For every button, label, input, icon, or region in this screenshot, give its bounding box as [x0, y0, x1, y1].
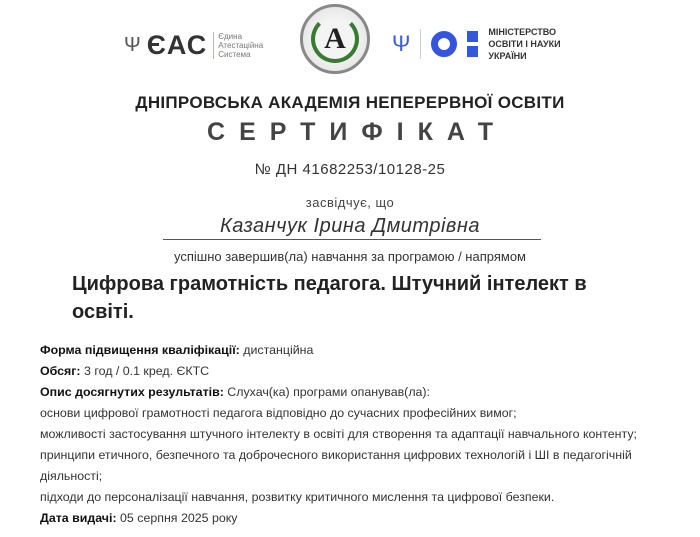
results-label: Опис досягнутих результатів:	[40, 385, 224, 399]
form-value: дистанційна	[243, 343, 314, 357]
volume-label: Обсяг:	[40, 364, 81, 378]
recipient-name: Казанчук Ірина Дмитрівна	[220, 215, 480, 237]
result-item: підходи до персоналізації навчання, розвитку критичного мислення та цифрової безпеки.	[40, 490, 555, 504]
ministry-logo	[392, 26, 561, 62]
date-row	[40, 508, 670, 529]
eas-line: Єдина	[218, 32, 243, 41]
eas-abbr: ЄАС	[146, 30, 208, 60]
ministry-line: МІНІСТЕРСТВО	[488, 27, 556, 37]
completed-text: успішно завершив(ла) навчання за програмою / напрямом	[173, 249, 526, 264]
form-label: Форма підвищення кваліфікації:	[40, 343, 240, 357]
seal-letter: А	[324, 22, 346, 55]
program-title: Цифрова грамотність педагога. Штучний інтелект в освіті.	[72, 273, 587, 323]
academy-seal	[300, 4, 370, 74]
eas-line: Атестаційна	[218, 41, 264, 50]
eas-line: Система	[218, 50, 251, 59]
ministry-line: ОСВІТИ І НАУКИ	[488, 39, 561, 49]
academy-name: ДНІПРОВСЬКА АКАДЕМІЯ НЕПЕРЕРВНОЇ ОСВІТИ	[135, 93, 565, 112]
squares-icon	[467, 31, 478, 57]
form-row	[40, 340, 670, 361]
certificate-number: № ДН 41682253/10128-25	[254, 161, 446, 178]
divider	[420, 29, 421, 59]
eas-caption	[213, 32, 263, 59]
trident-icon: Ψ	[392, 31, 411, 56]
result-item: принципи етичного, безпечного та доброчесного використання цифрових технологій і ШІ в педагогічній діяльності;	[40, 448, 632, 483]
wreath-icon	[311, 15, 359, 63]
result-item: основи цифрової грамотності педагога відповідно до сучасних професійних вимог;	[40, 406, 517, 420]
certificate-details	[40, 340, 670, 529]
date-label: Дата видачі:	[40, 511, 117, 525]
results-row	[40, 382, 670, 403]
ring-icon	[431, 31, 457, 57]
trident-icon: Ψ	[124, 34, 141, 56]
certifies-text: засвідчує, що	[305, 195, 395, 210]
volume-row	[40, 361, 670, 382]
name-underline	[163, 239, 541, 240]
date-value: 05 серпня 2025 року	[120, 511, 238, 525]
volume-value: 3 год / 0.1 кред. ЄКТС	[84, 364, 210, 378]
ministry-name	[488, 26, 560, 62]
result-item: можливості застосування штучного інтелекту в освіті для створення та адаптації навчального контенту;	[40, 427, 637, 441]
results-intro: Слухач(ка) програми опанував(ла):	[227, 385, 431, 399]
certificate-title: СЕРТИФІКАТ	[207, 118, 507, 146]
ministry-line: УКРАЇНИ	[488, 51, 527, 61]
eas-logo	[124, 30, 263, 61]
